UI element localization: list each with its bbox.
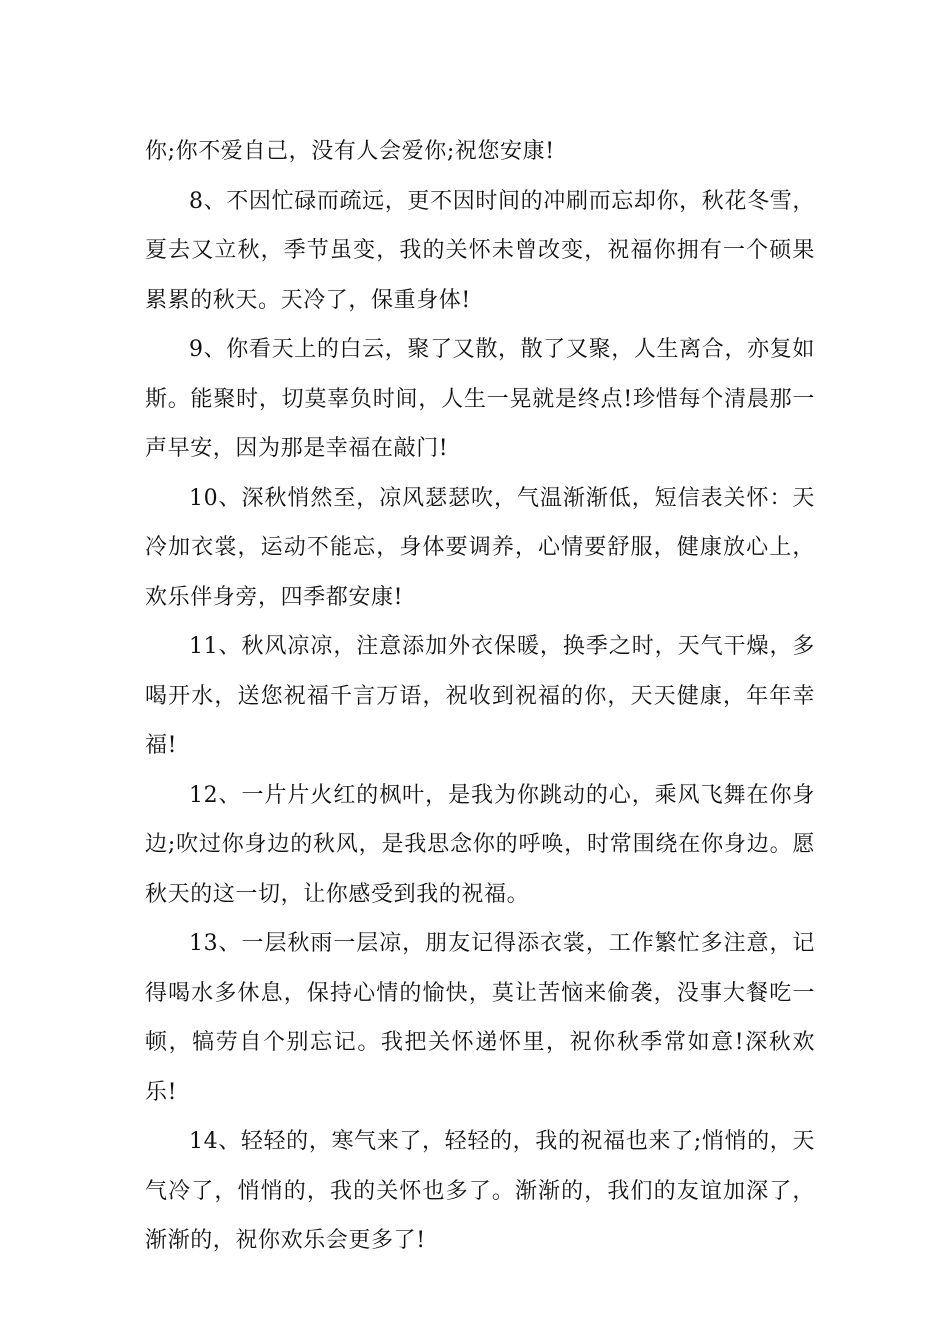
paragraph-item-12: 12、一片片火红的枫叶，是我为你跳动的心，乘风飞舞在你身边;吹过你身边的秋风，是我思念你的呼唤，时常围绕在你身边。愿秋天的这一切，让你感受到我的祝福。 [145,782,815,907]
paragraph-item-13: 13、一层秋雨一层凉，朋友记得添衣裳，工作繁忙多注意，记得喝水多休息，保持心情的愉快，莫让苦恼来偷袭，没事大餐吃一顿，犒劳自个别忘记。我把关怀递怀里，祝你秋季常如意!深秋欢乐! [145,931,815,1105]
paragraph-item-14: 14、轻轻的，寒气来了，轻轻的，我的祝福也来了;悄悄的，天气冷了，悄悄的，我的关怀也多了。渐渐的，我们的友谊加深了，渐渐的，祝你欢乐会更多了! [145,1129,815,1253]
paragraph-item-11: 11、秋风凉凉，注意添加外衣保暖，换季之时，天气干燥，多喝开水，送您祝福千言万语，祝收到祝福的你，天天健康，年年幸福! [145,634,815,758]
paragraph-item-9: 9、你看天上的白云，聚了又散，散了又聚，人生离合，亦复如斯。能聚时，切莫辜负时间，人生一晃就是终点!珍惜每个清晨那一声早安，因为那是幸福在敲门! [145,337,815,461]
paragraph-item-8: 8、不因忙碌而疏远，更不因时间的冲刷而忘却你，秋花冬雪，夏去又立秋，季节虽变，我的关怀未曾改变，祝福你拥有一个硕果累累的秋天。天冷了，保重身体! [145,188,815,313]
paragraph-item-10: 10、深秋悄然至，凉风瑟瑟吹，气温渐渐低，短信表关怀：天冷加衣裳，运动不能忘，身体要调养，心情要舒服，健康放心上，欢乐伴身旁，四季都安康! [145,485,815,610]
paragraph-continuation: 你;你不爱自己，没有人会爱你;祝您安康! [145,139,555,164]
document-body [145,127,815,1266]
